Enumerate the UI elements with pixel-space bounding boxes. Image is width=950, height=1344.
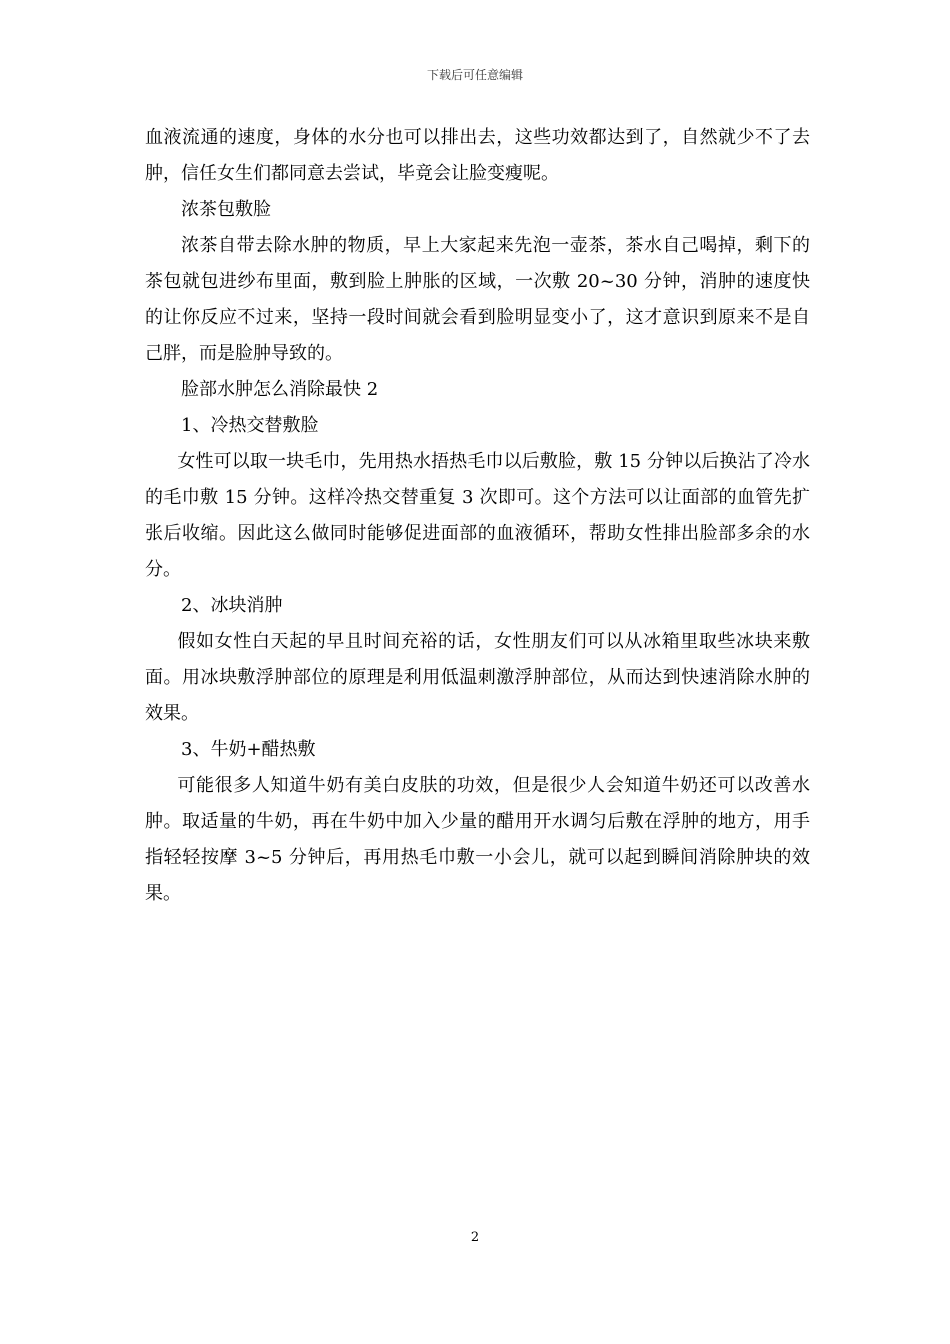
subheading-ice: 2、冰块消肿 [181, 595, 283, 616]
subheading-milk-vinegar: 3、牛奶+醋热敷 [181, 739, 316, 760]
paragraph-milk-vinegar: 可能很多人知道牛奶有美白皮肤的功效，但是很少人会知道牛奶还可以改善水肿。取适量的牛奶，再在牛奶中加入少量的醋用开水调匀后敷在浮肿的地方，用手指轻轻按摩 3~5 分钟后，再用热毛巾敷一小会儿，就可以起到瞬间消除肿块的效果。 [145, 775, 810, 904]
paragraph-tea-bag: 浓茶自带去除水肿的物质，早上大家起来先泡一壶茶，茶水自己喝掉，剩下的茶包就包进纱布里面，敷到脸上肿胀的区域，一次敷 20~30 分钟，消肿的速度快的让你反应不过来，坚持一段时间就会看到脸明显变小了，这才意识到原来不是自己胖，而是脸肿导致的。 [145, 235, 810, 364]
subheading-hot-cold: 1、冷热交替敷脸 [181, 415, 319, 436]
document-body [145, 120, 810, 912]
paragraph-continuation: 血液流通的速度，身体的水分也可以排出去，这些功效都达到了，自然就少不了去肿，信任女生们都同意去尝试，毕竟会让脸变瘦呢。 [145, 127, 810, 184]
page-number: 2 [470, 1230, 480, 1245]
section-heading-fastest-method: 脸部水肿怎么消除最快 2 [181, 379, 379, 400]
paragraph-ice: 假如女性白天起的早且时间充裕的话，女性朋友们可以从冰箱里取些冰块来敷面。用冰块敷浮肿部位的原理是利用低温刺激浮肿部位，从而达到快速消除水肿的效果。 [145, 631, 810, 724]
page-header: 下载后可任意编辑 [426, 68, 523, 82]
paragraph-hot-cold: 女性可以取一块毛巾，先用热水捂热毛巾以后敷脸，敷 15 分钟以后换沾了冷水的毛巾敷 15 分钟。这样冷热交替重复 3 次即可。这个方法可以让面部的血管先扩张后收缩。因此这么做同时能够促进面部的血液循环，帮助女性排出脸部多余的水分。 [145, 451, 810, 580]
section-heading-tea-bag: 浓茶包敷脸 [181, 199, 271, 220]
